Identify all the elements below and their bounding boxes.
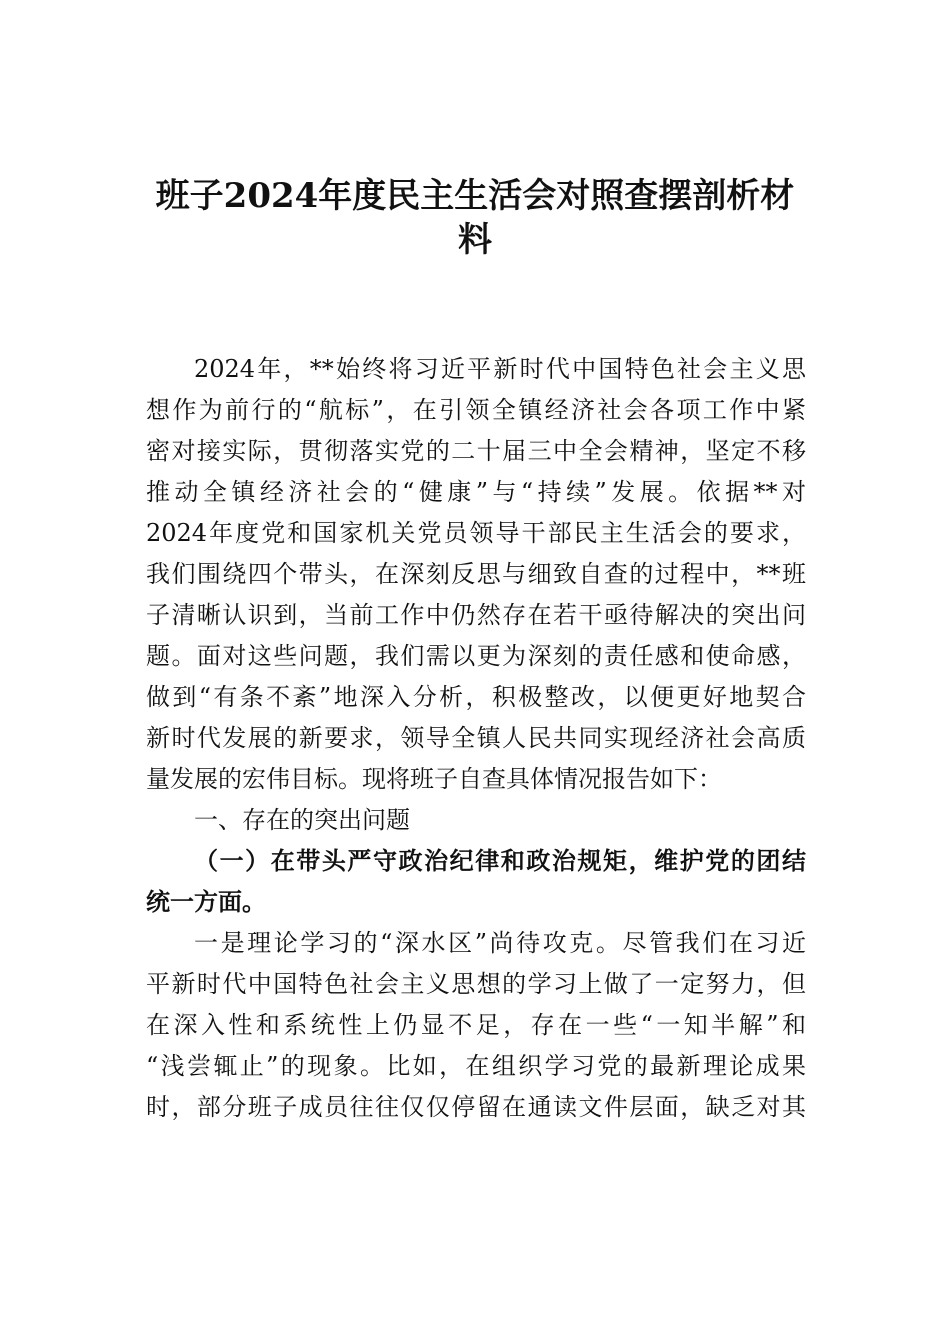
document-title-line-2: 料: [458, 220, 492, 260]
section-heading: 一、存在的突出问题: [194, 806, 410, 834]
intro-paragraph-line: 量发展的宏伟目标。现将班子自查具体情况报告如下：: [146, 765, 722, 793]
intro-paragraph-line: 题。面对这些问题，我们需以更为深刻的责任感和使命感，: [146, 642, 806, 670]
body-paragraph-line: 时，部分班子成员往往仅仅停留在通读文件层面，缺乏对其: [146, 1093, 806, 1121]
intro-paragraph-line: 子清晰认识到，当前工作中仍然存在若干亟待解决的突出问: [146, 601, 806, 629]
body-paragraph-line: “浅尝辄止”的现象。比如，在组织学习党的最新理论成果: [146, 1052, 806, 1080]
intro-paragraph-line: 2024年，**始终将习近平新时代中国特色社会主义思: [194, 355, 806, 383]
body-paragraph-line: 一是理论学习的“深水区”尚待攻克。尽管我们在习近: [194, 929, 806, 957]
body-paragraph-line: 在深入性和系统性上仍显不足，存在一些“一知半解”和: [146, 1011, 806, 1039]
intro-paragraph-line: 我们围绕四个带头，在深刻反思与细致自查的过程中，**班: [146, 560, 806, 588]
intro-paragraph-line: 2024年度党和国家机关党员领导干部民主生活会的要求，: [146, 519, 806, 547]
intro-paragraph-line: 推动全镇经济社会的“健康”与“持续”发展。依据**对: [146, 478, 806, 506]
subsection-heading-line: 统一方面。: [146, 887, 266, 916]
intro-paragraph-line: 密对接实际，贯彻落实党的二十届三中全会精神，坚定不移: [146, 437, 806, 465]
intro-paragraph-line: 做到“有条不紊”地深入分析，积极整改，以便更好地契合: [146, 683, 806, 711]
subsection-heading-line: （一）在带头严守政治纪律和政治规矩，维护党的团结: [194, 846, 806, 875]
intro-paragraph-line: 新时代发展的新要求，领导全镇人民共同实现经济社会高质: [146, 724, 806, 752]
body-paragraph-line: 平新时代中国特色社会主义思想的学习上做了一定努力，但: [146, 970, 806, 998]
document-title-line-1: 班子2024年度民主生活会对照查摆剖析材: [155, 176, 795, 216]
intro-paragraph-line: 想作为前行的“航标”，在引领全镇经济社会各项工作中紧: [146, 396, 806, 424]
